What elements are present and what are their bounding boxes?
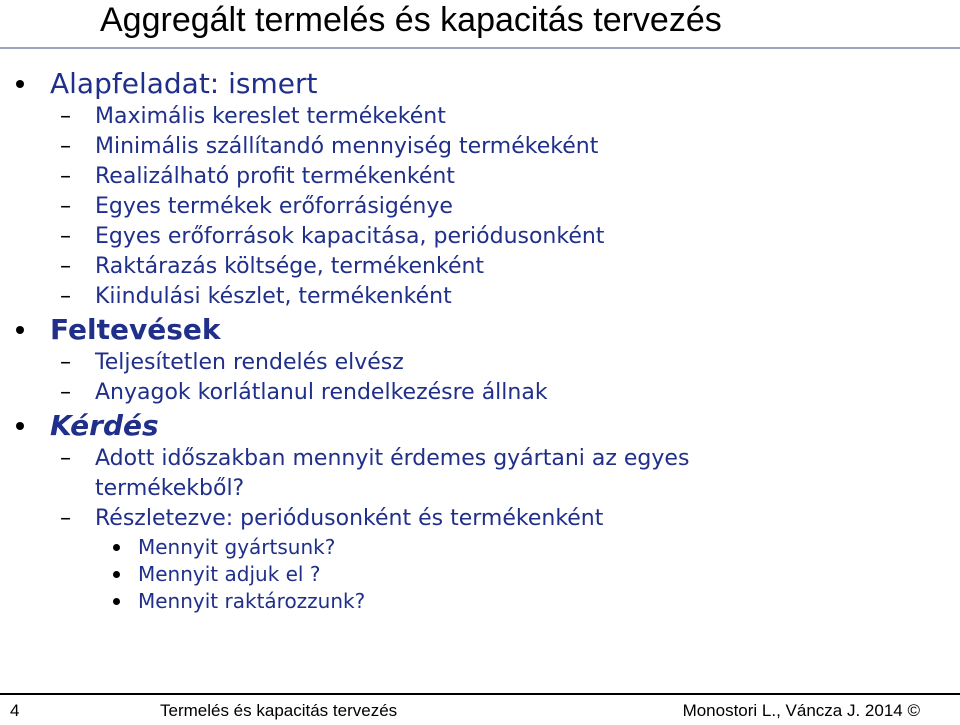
list-item: – Maximális kereslet termékeként xyxy=(0,102,960,132)
bullet-icon xyxy=(113,571,120,578)
sub-list-item: Mennyit adjuk el ? xyxy=(0,561,960,588)
dash-icon: – xyxy=(60,284,71,309)
list-item: – Részletezve: periódusonként és termékenként xyxy=(0,504,960,534)
page-title: Aggregált termelés és kapacitás tervezés xyxy=(100,1,722,39)
dash-icon: – xyxy=(60,254,71,279)
dash-icon: – xyxy=(60,164,71,189)
dash-icon: – xyxy=(60,224,71,249)
dash-icon: – xyxy=(60,134,71,159)
sub-list-item: Mennyit gyártsunk? xyxy=(0,534,960,561)
dash-icon: – xyxy=(60,350,71,375)
section-heading-feltevesek: Feltevések xyxy=(0,312,960,348)
sub-list-item: Mennyit raktározzunk? xyxy=(0,588,960,615)
bullet-icon xyxy=(16,80,24,88)
list-item: – Egyes erőforrások kapacitása, periódusonként xyxy=(0,222,960,252)
list-item: – Egyes termékek erőforrásigénye xyxy=(0,192,960,222)
footer-title: Termelés és kapacitás tervezés xyxy=(160,701,398,720)
footer-divider xyxy=(0,693,960,695)
section-heading-kerdes: Kérdés xyxy=(0,408,960,444)
title-divider xyxy=(0,47,960,49)
footer-authors: Monostori L., Váncza J. 2014 © xyxy=(682,701,920,720)
bullet-icon xyxy=(16,326,24,334)
bullet-icon xyxy=(16,422,24,430)
dash-icon: – xyxy=(60,446,71,471)
list-item: – Realizálható profit termékenként xyxy=(0,162,960,192)
bullet-icon xyxy=(113,544,120,551)
bullet-icon xyxy=(113,598,120,605)
slide-content xyxy=(0,66,960,615)
list-item: – Adott időszakban mennyit érdemes gyártani az egyes termékekből? xyxy=(60,446,690,501)
section-heading-alapfeladat: Alapfeladat: ismert xyxy=(0,66,960,102)
list-item: – Kiindulási készlet, termékenként xyxy=(0,282,960,312)
list-item: – Minimális szállítandó mennyiség termékeként xyxy=(0,132,960,162)
dash-icon: – xyxy=(60,506,71,531)
dash-icon: – xyxy=(60,380,71,405)
dash-icon: – xyxy=(60,194,71,219)
page-number: 4 xyxy=(10,701,20,720)
slide-footer xyxy=(0,693,960,725)
dash-icon: – xyxy=(60,104,71,129)
list-item: – Teljesítetlen rendelés elvész xyxy=(0,348,960,378)
list-item: – Raktárazás költsége, termékenként xyxy=(0,252,960,282)
list-item: – Anyagok korlátlanul rendelkezésre állnak xyxy=(0,378,960,408)
